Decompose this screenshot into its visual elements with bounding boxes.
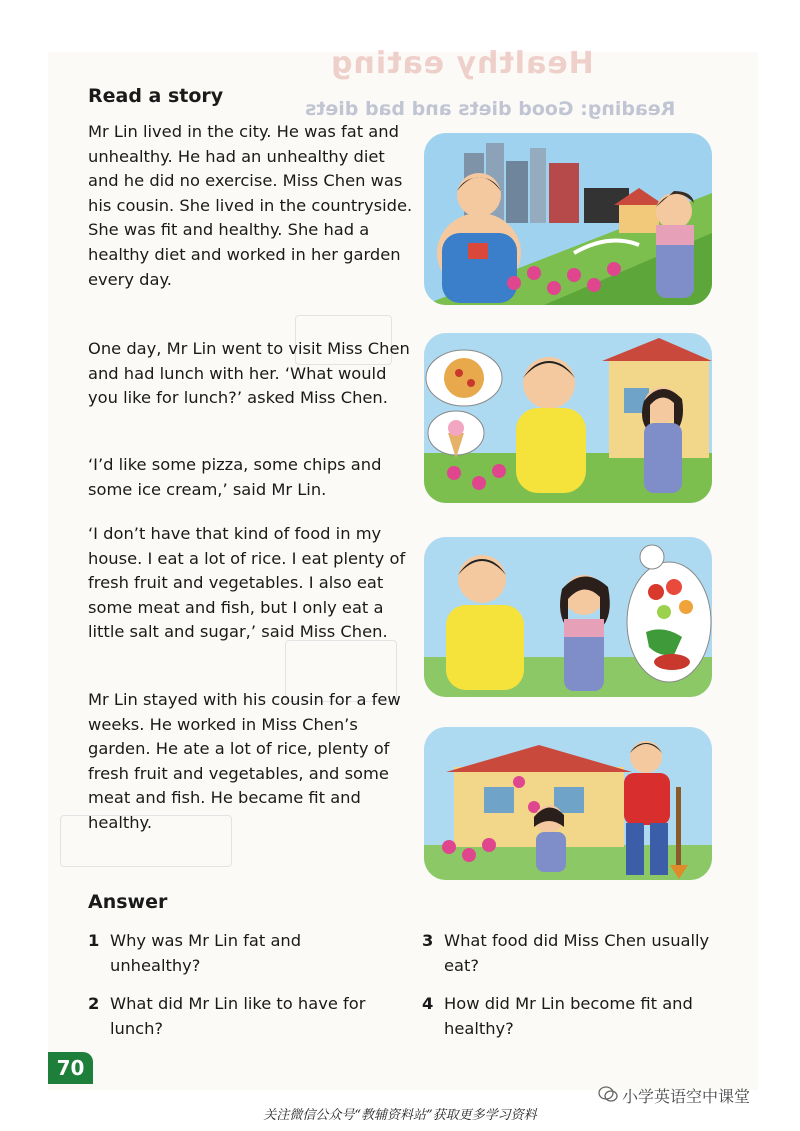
illustration-food-talk	[424, 537, 712, 697]
illustration-garden-work	[424, 727, 712, 880]
question-3	[422, 929, 734, 978]
question-number: 4	[422, 994, 434, 1013]
story-paragraph-2: One day, Mr Lin went to visit Miss Chen and had lunch with her. ‘What would you like for lunch?’ asked Miss Chen.	[88, 339, 410, 408]
question-text: What did Mr Lin like to have for lunch?	[110, 994, 366, 1038]
question-2	[88, 992, 370, 1041]
story-paragraph-4: ‘I don’t have that kind of food in my house. I eat a lot of rice. I eat plenty of fresh fruit and vegetables. I also eat some meat and fish, but I only eat a little salt and sugar,’ said Miss Chen.	[88, 524, 406, 642]
story-paragraph-3: ‘I’d like some pizza, some chips and some ice cream,’ said Mr Lin.	[88, 455, 382, 499]
story-paragraph-1: Mr Lin lived in the city. He was fat and unhealthy. He had an unhealthy diet and he did no exercise. Miss Chen was his cousin. She lived in the countryside. She was fit and healthy. She had a healthy diet and worked in her garden every day.	[88, 122, 413, 289]
answer-title: Answer	[88, 891, 168, 913]
question-number: 3	[422, 931, 434, 950]
question-text: Why was Mr Lin fat and unhealthy?	[110, 931, 302, 975]
story-title: Read a story	[88, 85, 224, 107]
question-4	[422, 992, 724, 1041]
question-text: What food did Miss Chen usually eat?	[444, 931, 710, 975]
illustration-city-and-garden	[424, 133, 712, 305]
footer-caption: 关注微信公众号“教辅资料站”获取更多学习资料	[263, 1108, 537, 1123]
show-through-subtitle: Reading: Good diets and bad diets	[305, 98, 676, 120]
question-text: How did Mr Lin become fit and healthy?	[444, 994, 693, 1038]
page-number: 70	[48, 1052, 93, 1084]
show-through-unit-title: Healthy eating	[330, 46, 594, 81]
story-paragraph-5: Mr Lin stayed with his cousin for a few weeks. He worked in Miss Chen’s garden. He ate a lot of rice, plenty of fresh fruit and vegetables, and some meat and fish. He became fit and healthy.	[88, 690, 401, 832]
watermark-text: 小学英语空中课堂	[622, 1087, 751, 1106]
wechat-icon	[598, 1086, 618, 1106]
illustration-visit	[424, 333, 712, 503]
question-number: 2	[88, 994, 100, 1013]
question-number: 1	[88, 931, 100, 950]
question-1	[88, 929, 325, 978]
